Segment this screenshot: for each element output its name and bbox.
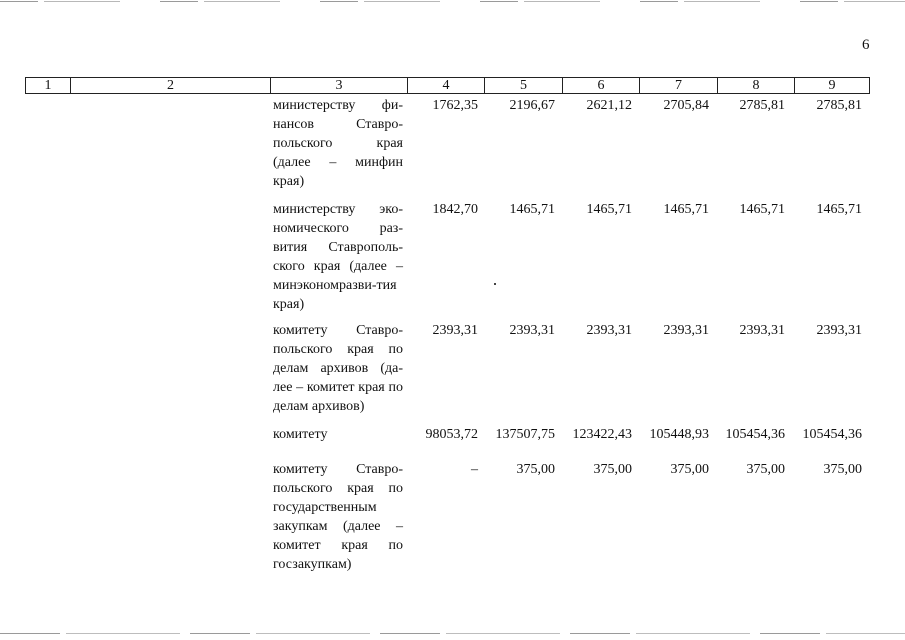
row-5-col-5: 375,00 [516, 462, 555, 477]
row-3-col-7: 2393,31 [663, 323, 709, 338]
row-4-col-4: 98053,72 [425, 427, 478, 442]
scan-edge-bottom [0, 633, 905, 634]
row-4-col-7: 105448,93 [649, 427, 709, 442]
row-3-col-4: 2393,31 [432, 323, 478, 338]
page-number: 6 [862, 37, 870, 53]
row-1-col-7: 2705,84 [663, 98, 709, 113]
scan-edge-top [0, 1, 905, 2]
header-col-5: 5 [485, 78, 563, 94]
row-3-col-5: 2393,31 [509, 323, 555, 338]
row-2-description: министерству эко-номического раз-вития Ставрополь-ского края (далее – минэкономразви-тия края) [273, 202, 403, 312]
row-2-col-7: 1465,71 [663, 202, 709, 217]
row-1-col-5: 2196,67 [509, 98, 555, 113]
row-3-col-9: 2393,31 [816, 323, 862, 338]
row-5-col-8: 375,00 [746, 462, 785, 477]
header-col-2: 2 [71, 78, 271, 94]
row-1-description: министерству фи-нансов Ставро-польского края (далее – минфин края) [273, 98, 403, 189]
row-2-col-9: 1465,71 [816, 202, 862, 217]
header-col-9: 9 [795, 78, 870, 94]
row-1-col-9: 2785,81 [816, 98, 862, 113]
row-5-col-9: 375,00 [823, 462, 862, 477]
header-col-7: 7 [640, 78, 718, 94]
row-5-col-7: 375,00 [670, 462, 709, 477]
row-2-col-5: 1465,71 [509, 202, 555, 217]
row-4-description: комитету [273, 427, 328, 442]
scan-speck [494, 283, 496, 285]
row-2-col-6: 1465,71 [586, 202, 632, 217]
row-1-col-8: 2785,81 [739, 98, 785, 113]
row-3-col-8: 2393,31 [739, 323, 785, 338]
row-3-col-6: 2393,31 [586, 323, 632, 338]
row-4-col-8: 105454,36 [725, 427, 785, 442]
row-4-col-5: 137507,75 [495, 427, 555, 442]
row-2-col-4: 1842,70 [432, 202, 478, 217]
column-number-header [25, 77, 870, 94]
row-3-description: комитету Ставро-польского края по делам архивов (да-лее – комитет края по делам архивов) [273, 323, 403, 414]
row-2-col-8: 1465,71 [739, 202, 785, 217]
row-1-col-6: 2621,12 [586, 98, 632, 113]
row-5-col-6: 375,00 [593, 462, 632, 477]
header-col-3: 3 [271, 78, 408, 94]
row-4-col-6: 123422,43 [572, 427, 632, 442]
header-col-8: 8 [718, 78, 795, 94]
row-4-col-9: 105454,36 [802, 427, 862, 442]
header-col-1: 1 [26, 78, 71, 94]
row-5-description: комитету Ставро-польского края по государственным закупкам (далее – комитет края по госзакупкам) [273, 462, 403, 572]
header-col-4: 4 [408, 78, 485, 94]
row-5-col-4: – [471, 462, 478, 477]
row-1-col-4: 1762,35 [432, 98, 478, 113]
header-col-6: 6 [563, 78, 640, 94]
